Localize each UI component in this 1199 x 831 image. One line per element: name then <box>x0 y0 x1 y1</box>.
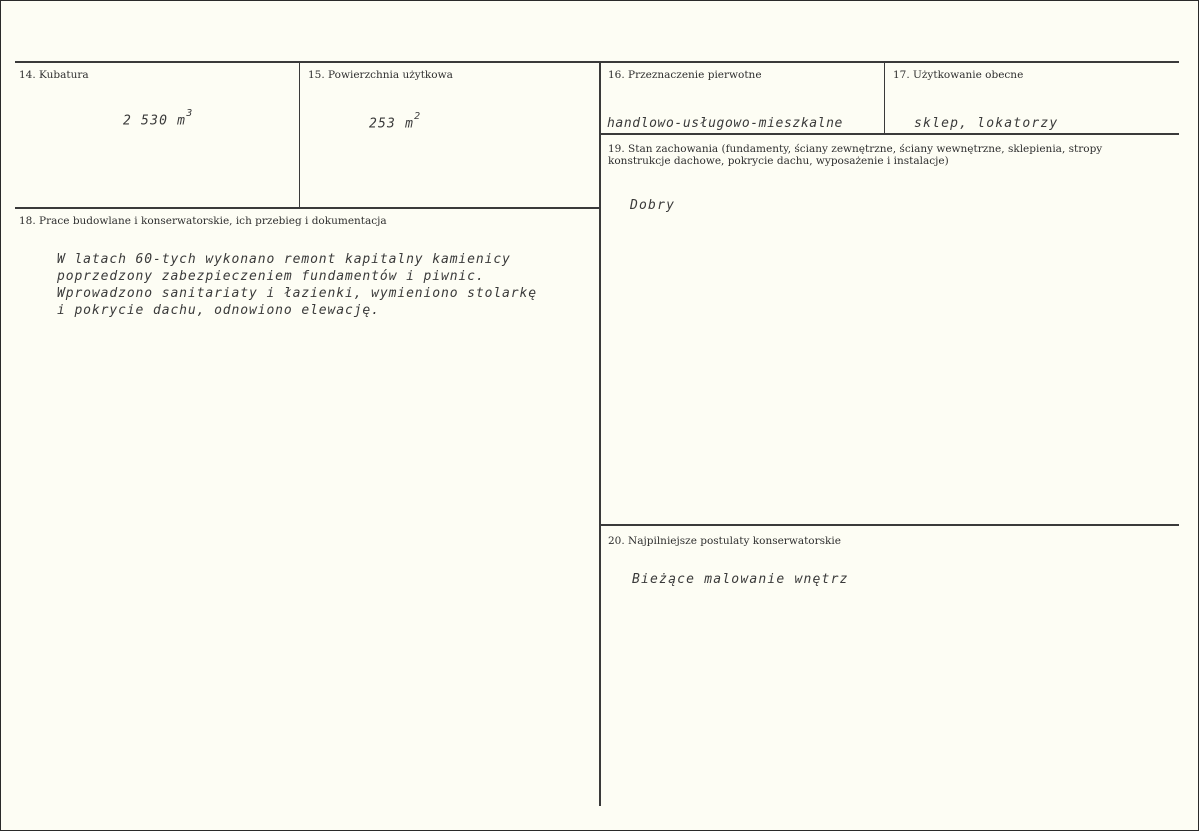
field16-value: handlowo-usługowo-mieszkalne <box>607 116 843 131</box>
divider-main <box>599 63 601 806</box>
field15-label: 15. Powierzchnia użytkowa <box>308 69 453 81</box>
field17-value: sklep, lokatorzy <box>914 116 1059 131</box>
rule-field20-top <box>601 524 1179 526</box>
field15-number: 253 m <box>369 116 415 132</box>
divider-14-15 <box>299 63 300 208</box>
field16-label: 16. Przeznaczenie pierwotne <box>608 69 762 81</box>
top-rule <box>15 61 1179 63</box>
field18-value: W latach 60-tych wykonano remont kapitalny kamienicy poprzedzony zabezpieczeniem fundamentów i piwnic. Wprowadzono sanitariaty i łazienki, wymieniono stolarkę i pokrycie dachu, odnowiono elewację. <box>57 252 537 318</box>
field15-exponent: 2 <box>414 111 422 122</box>
rule-row1-bottom-right <box>601 133 1179 135</box>
field15-value <box>369 111 422 132</box>
field14-value <box>123 108 194 129</box>
field19-label: 19. Stan zachowania (fundamenty, ściany zewnętrzne, ściany wewnętrzne, sklepienia, stropy konstrukcje dachowe, pokrycie dachu, wyposażenie i instalacje) <box>608 143 1103 167</box>
field20-label: 20. Najpilniejsze postulaty konserwatorskie <box>608 535 841 547</box>
field14-number: 2 530 m <box>123 113 187 129</box>
field20-value: Bieżące malowanie wnętrz <box>632 572 849 587</box>
divider-16-17 <box>884 63 885 134</box>
field19-value: Dobry <box>630 198 676 213</box>
rule-row1-bottom-left <box>15 207 599 209</box>
field17-label: 17. Użytkowanie obecne <box>893 69 1024 81</box>
field14-label: 14. Kubatura <box>19 69 89 81</box>
field18-label: 18. Prace budowlane i konserwatorskie, ich przebieg i dokumentacja <box>19 215 387 227</box>
field14-exponent: 3 <box>186 108 194 119</box>
